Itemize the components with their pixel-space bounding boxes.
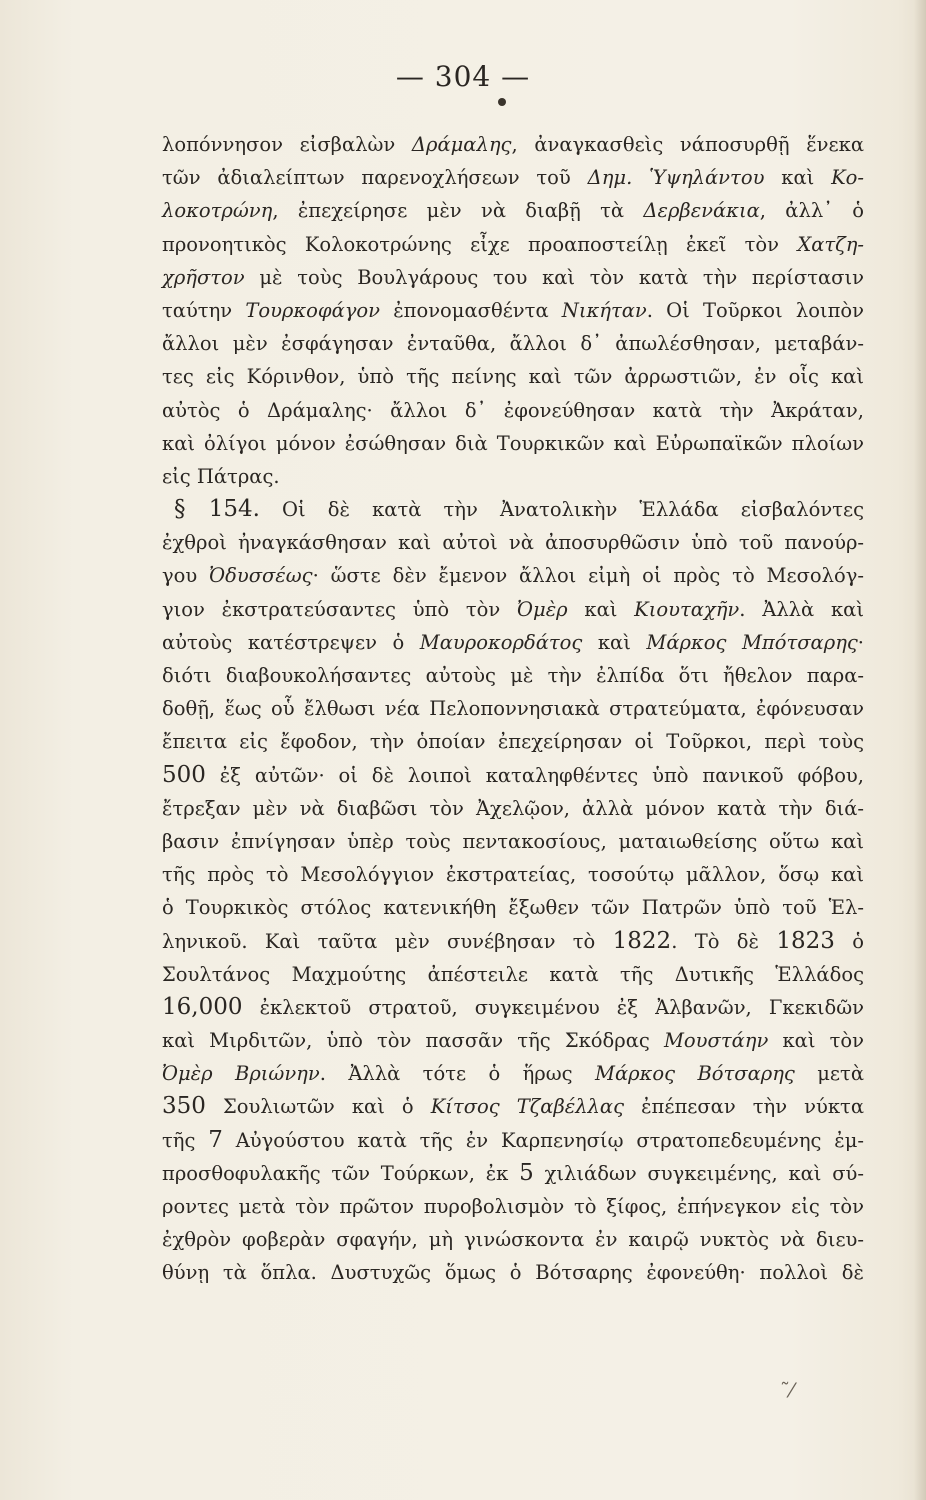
text-run: διότι διαβουκολήσαντες αὐτοὺς μὲ τὴν ἐλπίδα ὅτι ἤθελον παρα- [162, 664, 864, 687]
numeral: 5 [519, 1159, 534, 1186]
italic-name: Χατζη- [797, 232, 864, 256]
text-line [162, 1223, 864, 1256]
text-line [162, 1256, 864, 1289]
text-run: καὶ [567, 597, 635, 621]
text-run: Σουλιωτῶν καὶ ὁ [205, 1095, 431, 1119]
italic-name: Ὀμὲρ [517, 597, 568, 621]
text-run: δοθῇ, ἕως οὗ ἔλθωσι νέα Πελοποννησιακὰ στρατεύματα, ἐφόνευσαν [162, 697, 864, 721]
numeral: 1822 [612, 927, 672, 954]
page-number: — 304 — [395, 60, 531, 93]
text-run: προσθοφυλακῆς τῶν Τούρκων, ἐκ [162, 1161, 520, 1185]
text-line [162, 725, 864, 758]
italic-name: Δράμαλης [411, 133, 512, 156]
text-run: , ἀναγκασθεὶς νάποσυρθῇ ἕνεκα [511, 133, 864, 156]
text-run: λοπόννησον εἰσβαλὼν [162, 133, 412, 156]
text-run: . Ἀλλὰ καὶ [739, 597, 864, 621]
numeral: § 154. [174, 496, 260, 523]
text-line [162, 825, 864, 858]
text-line [162, 991, 864, 1024]
numeral: 350 [162, 1093, 206, 1120]
text-run: ἄλλοι μὲν ἐσφάγησαν ἐνταῦθα, ἄλλοι δ᾽ ἀπωλέσθησαν, μεταβάν- [162, 332, 864, 356]
text-run: μὲ τοὺς Βουλγάρους του καὶ τὸν κατὰ τὴν περίστασιν [244, 265, 864, 289]
numeral: 1823 [776, 927, 835, 954]
text-line [162, 559, 864, 592]
text-run: τῶν ἀδιαλείπτων παρενοχλήσεων τοῦ [162, 166, 588, 190]
text-run: καὶ [582, 630, 647, 654]
text-run: . Ἀλλὰ τότε ὁ ἥρως [319, 1062, 595, 1086]
text-line [162, 194, 864, 227]
text-run: ἔτρεξαν μὲν νὰ διαβῶσι τὸν Ἀχελῷον, ἀλλὰ μόνον κατὰ τὴν διά- [162, 796, 864, 820]
text-line [162, 659, 864, 692]
text-line [162, 958, 864, 991]
text-line [162, 792, 864, 825]
text-line [162, 460, 864, 493]
text-run: γιον ἐκστρατεύσαντες ὑπὸ τὸν [162, 597, 518, 621]
text-line [162, 228, 864, 261]
text-run: ἐχθρὸν φοβερὰν σφαγήν, μὴ γινώσκοντα ἐν καιρῷ νυκτὸς νὰ διευ- [162, 1228, 864, 1252]
text-line [162, 593, 864, 626]
text-run: ἐπονομασθέντα [380, 298, 562, 322]
text-run: εἰς Πάτρας. [162, 464, 280, 488]
text-run: ταύτην [162, 298, 246, 322]
text-line [162, 1124, 864, 1157]
text-run: μετὰ [794, 1062, 864, 1086]
italic-name: χρῆστον [162, 265, 245, 289]
numeral: 7 [208, 1126, 223, 1153]
text-run: . Τὸ δὲ [671, 929, 777, 953]
text-line [162, 161, 864, 194]
text-run: , ἐπεχείρησε μὲν νὰ διαβῇ τὰ [272, 199, 644, 223]
text-line [162, 261, 864, 294]
text-line [162, 360, 864, 393]
text-run: αὐτοὺς κατέστρεψεν ὁ [162, 630, 420, 654]
italic-name: Μαυροκορδάτος [419, 630, 583, 654]
italic-name: Μάρκος Μπότσαρης [646, 630, 858, 654]
text-line [162, 1024, 864, 1057]
text-line [162, 1157, 864, 1190]
text-line [162, 128, 864, 161]
italic-name: Μουστάην [663, 1029, 769, 1053]
text-run: τῆς πρὸς τὸ Μεσολόγγιον ἐκστρατείας, τοσούτῳ μᾶλλον, ὅσῳ καὶ [162, 863, 864, 887]
numeral: 16,000 [162, 993, 243, 1020]
text-run: καὶ τὸν [768, 1029, 864, 1053]
text-line [162, 891, 864, 924]
text-line [162, 294, 864, 327]
text-run: βασιν ἐπνίγησαν ὑπὲρ τοὺς πεντακοσίους, ματαιωθείσης οὕτω καὶ [162, 829, 864, 853]
text-run: ληνικοῦ. Καὶ ταῦτα μὲν συνέβησαν τὸ [162, 929, 613, 953]
text-run: ἐχθροὶ ἠναγκάσθησαν καὶ αὐτοὶ νὰ ἀποσυρθῶσιν ὑπὸ τοῦ πανούρ- [162, 531, 864, 555]
italic-name: Κιουταχῆν [634, 597, 740, 621]
text-run: · [857, 630, 864, 654]
text-run: ἐπέπεσαν τὴν νύκτα [624, 1095, 864, 1119]
text-run: , ἀλλ᾽ ὁ [759, 199, 864, 223]
text-run: ὁ Τουρκικὸς στόλος κατενικήθη ἔξωθεν τῶν Πατρῶν ὑπὸ τοῦ Ἑλ- [162, 896, 864, 920]
text-run: ἐξ αὐτῶν· οἱ δὲ λοιποὶ καταληφθέντες ὑπὸ πανικοῦ φόβου, [205, 763, 864, 787]
italic-name: λοκοτρώνη [162, 199, 273, 223]
ink-mark [498, 98, 506, 106]
italic-name: Ὀδυσσέως [209, 564, 313, 588]
text-line [162, 1090, 864, 1123]
text-run: προνοητικὸς Κολοκοτρώνης εἶχε προαποστείλῃ ἐκεῖ τὸν [162, 232, 798, 256]
text-run: Σουλτάνος Μαχμούτης ἀπέστειλε κατὰ τῆς Δυτικῆς Ἑλλάδος [162, 962, 864, 986]
italic-name: Νικήταν [561, 298, 647, 322]
text-run: καὶ Μιρδιτῶν, ὑπὸ τὸν πασσᾶν τῆς Σκόδρας [162, 1029, 664, 1053]
text-run: τῆς [162, 1128, 209, 1152]
italic-name: Κίτσος Τζαβέλλας [430, 1095, 625, 1119]
italic-name: Δερβενάκια [643, 199, 760, 223]
text-line [162, 526, 864, 559]
italic-name: Τουρκοφάγον [245, 298, 380, 322]
italic-name: Ὀμὲρ Βριώνην [162, 1062, 320, 1086]
text-line [162, 427, 864, 460]
text-line [162, 858, 864, 891]
text-run: · ὥστε δὲν ἔμενον ἄλλοι εἰμὴ οἱ πρὸς τὸ Μεσολόγ- [312, 564, 864, 588]
text-run: ὁ [834, 929, 864, 953]
body-text [162, 128, 864, 1290]
text-run: θύνῃ τὰ ὅπλα. Δυστυχῶς ὅμως ὁ Βότσαρης ἐφονεύθη· πολλοὶ δὲ [162, 1261, 864, 1285]
text-run: ροντες μετὰ τὸν πρῶτον πυροβολισμὸν τὸ ξίφος, ἐπήνεγκον εἰς τὸν [162, 1195, 864, 1218]
italic-name: Μάρκος Βότσαρης [595, 1062, 795, 1086]
numeral: 500 [162, 761, 206, 788]
text-line [162, 394, 864, 427]
text-run: χιλιάδων συγκειμένης, καὶ σύ- [533, 1161, 864, 1185]
text-line [162, 1057, 864, 1090]
text-run: . Οἱ Τοῦρκοι λοιπὸν [646, 298, 864, 322]
text-line [162, 925, 864, 958]
text-run: ἔπειτα εἰς ἔφοδον, τὴν ὁποίαν ἐπεχείρησαν οἱ Τοῦρκοι, περὶ τοὺς [162, 730, 864, 754]
text-run: ἐκλεκτοῦ στρατοῦ, συγκειμένου ἐξ Ἀλβανῶν, Γκεκιδῶν [242, 995, 864, 1019]
text-line [162, 626, 864, 659]
text-run: καὶ ὀλίγοι μόνον ἐσώθησαν διὰ Τουρκικῶν καὶ Εὐρωπαϊκῶν πλοίων [162, 431, 864, 455]
text-line [162, 327, 864, 360]
text-run: Οἱ δὲ κατὰ τὴν Ἀνατολικὴν Ἑλλάδα εἰσβαλόντες [259, 498, 864, 522]
page-edge-shadow [914, 0, 926, 1500]
text-line [162, 493, 864, 526]
text-line [162, 692, 864, 725]
text-run: γου [162, 564, 210, 588]
text-run: τες εἰς Κόρινθον, ὑπὸ τῆς πείνης καὶ τῶν ἀρρωστιῶν, ἐν οἷς καὶ [162, 365, 864, 389]
text-line [162, 1190, 864, 1223]
text-run: αὐτὸς ὁ Δράμαλης· ἄλλοι δ᾽ ἐφονεύθησαν κατὰ τὴν Ἀκράταν, [162, 398, 864, 422]
italic-name: Κο- [831, 166, 864, 190]
pencil-scribble: ˜⁄ [780, 1378, 794, 1402]
italic-name: Δημ. Ὑψηλάντου [587, 166, 765, 190]
text-run: Αὐγούστου κατὰ τῆς ἐν Καρπενησίῳ στρατοπεδευμένης ἐμ- [222, 1128, 864, 1152]
text-run: καὶ [764, 166, 832, 190]
text-line [162, 759, 864, 792]
